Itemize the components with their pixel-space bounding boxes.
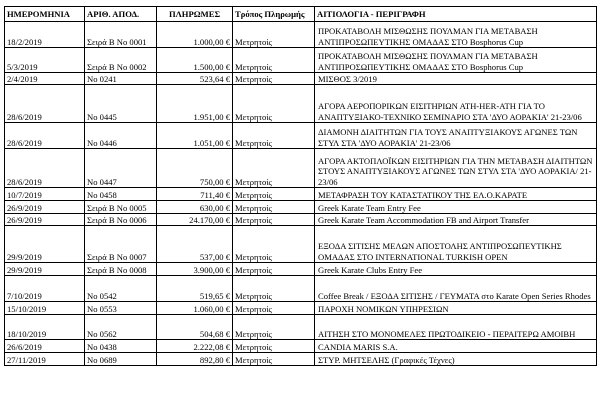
cell-date: 26/6/2019 [5, 340, 85, 353]
table-row [5, 302, 597, 315]
cell-doc-number: Νο 0447 [85, 149, 157, 188]
cell-description: Greek Karate Team Accommodation FB and Airport Transfer [315, 214, 597, 226]
cell-payment-method: Μετρητοίς [233, 73, 315, 85]
header-date: ΗΜΕΡΟΜΗΝΙΑ [5, 7, 85, 22]
cell-payment-method: Μετρητοίς [233, 188, 315, 201]
cell-payment-amount: 3.900,00 € [157, 263, 233, 276]
cell-date: 5/3/2019 [5, 48, 85, 73]
header-payment-method: Τρόπος Πληρωμής [233, 7, 315, 22]
cell-payment-amount: 711,40 € [157, 188, 233, 201]
table-row [5, 340, 597, 353]
cell-description: Greek Karate Team Entry Fee [315, 201, 597, 214]
cell-doc-number: Νο 0553 [85, 302, 157, 315]
cell-doc-number: Σειρά Β Νο 0007 [85, 226, 157, 263]
cell-doc-number: Σειρά Β Νο 0005 [85, 201, 157, 214]
cell-payment-amount: 537,00 € [157, 226, 233, 263]
cell-payment-amount: 1.500,00 € [157, 48, 233, 73]
cell-date: 28/6/2019 [5, 85, 85, 123]
cell-date: 15/10/2019 [5, 302, 85, 315]
cell-payment-method: Μετρητοίς [233, 22, 315, 48]
cell-payment-method: Μετρητοίς [233, 149, 315, 188]
table-row [5, 149, 597, 188]
header-payments: ΠΛΗΡΩΜΕΣ [157, 7, 233, 22]
cell-payment-amount: 2.222,08 € [157, 340, 233, 353]
cell-payment-method: Μετρητοίς [233, 276, 315, 302]
cell-description: ΑΓΟΡΑ ΑΚΤΟΠΛΟΪΚΩΝ ΕΙΣΙΤΗΡΙΩΝ ΓΙΑ ΤΗΝ ΜΕΤΑΒΑΣΗ ΔΙΑΙΤΗΤΩΝ ΣΤΟΥΣ ΑΝΑΠΤΥΞΙΑΚΟΥΣ ΑΓΩΝΕΣ ΤΩΝ ΣΤΥΛ ΣΤΑ 'ΔΥΟ ΑΟΡΑΚΙΑ/ 21-23/06 [315, 149, 597, 188]
cell-payment-method: Μετρητοίς [233, 226, 315, 263]
cell-description: ΜΕΤΑΦΡΑΣΗ ΤΟΥ ΚΑΤΑΣΤΑΤΙΚΟΥ ΤΗΣ ΕΛ.Ο.ΚΑΡΑΤΕ [315, 188, 597, 201]
cell-payment-method: Μετρητοίς [233, 214, 315, 226]
cell-date: 10/7/2019 [5, 188, 85, 201]
cell-doc-number: Νο 0438 [85, 340, 157, 353]
cell-payment-method: Μετρητοίς [233, 201, 315, 214]
cell-payment-amount: 1.060,00 € [157, 302, 233, 315]
cell-date: 28/6/2019 [5, 149, 85, 188]
cell-payment-amount: 519,65 € [157, 276, 233, 302]
cell-description: ΔΙΑΜΟΝΗ ΔΙΑΙΤΗΤΩΝ ΓΙΑ ΤΟΥΣ ΑΝΑΠΤΥΞΙΑΚΟΥΣ ΑΓΩΝΕΣ ΤΩΝ ΣΤΥΛ ΣΤΑ 'ΔΥΟ ΑΟΡΑΚΙΑ' 21-23/06 [315, 123, 597, 149]
table-row [5, 276, 597, 302]
cell-date: 26/9/2019 [5, 214, 85, 226]
cell-description: ΑΙΤΗΣΗ ΣΤΟ ΜΟΝΟΜΕΛΕΣ ΠΡΩΤΟΔΙΚΕΙΟ - ΠΕΡΑΙΤΕΡΩ ΑΜΟΙΒΗ [315, 315, 597, 340]
table-row [5, 73, 597, 85]
cell-doc-number: Νο 0689 [85, 353, 157, 366]
cell-description: ΜΙΣΘΟΣ 3/2019 [315, 73, 597, 85]
table-row [5, 22, 597, 48]
cell-payment-amount: 523,64 € [157, 73, 233, 85]
cell-description: ΑΓΟΡΑ ΑΕΡΟΠΟΡΙΚΩΝ ΕΙΣΙΤΗΡΙΩΝ ΑΤΗ-HER-ΑΤΗ ΓΙΑ ΤΟ ΑΝΑΠΤΥΞΙΑΚΟ-ΤΕΧΝΙΚΟ ΣΕΜΙΝΑΡΙΟ ΣΤΑ 'ΔΥΟ ΑΟΡΑΚΙΑ' 21-23/06 [315, 85, 597, 123]
cell-description: ΠΡΟΚΑΤΑΒΟΛΗ ΜΙΣΘΩΣΗΣ ΠΟΥΛΜΑΝ ΓΙΑ ΜΕΤΑΒΑΣΗ ΑΝΤΙΠΡΟΣΩΠΕΥΤΙΚΗΣ ΟΜΑΔΑΣ ΣΤΟ Bosphorus Cup [315, 48, 597, 73]
cell-payment-amount: 750,00 € [157, 149, 233, 188]
header-row [5, 7, 597, 22]
cell-date: 2/4/2019 [5, 73, 85, 85]
cell-doc-number: Νο 0241 [85, 73, 157, 85]
cell-doc-number: Σειρά Β Νο 0001 [85, 22, 157, 48]
cell-description: ΕΞΟΔΑ ΣΙΤΙΣΗΣ ΜΕΛΩΝ ΑΠΟΣΤΟΛΗΣ ΑΝΤΙΠΡΟΣΩΠΕΥΤΙΚΗΣ ΟΜΑΔΑΣ ΣΤΟ INTERNATIONAL TURKISH OPEN [315, 226, 597, 263]
header-description: ΑΙΤΙΟΛΟΓΙΑ - ΠΕΡΙΓΡΑΦΗ [315, 7, 597, 22]
cell-doc-number: Νο 0446 [85, 123, 157, 149]
cell-doc-number: Νο 0562 [85, 315, 157, 340]
table-row [5, 315, 597, 340]
cell-date: 26/9/2019 [5, 201, 85, 214]
cell-date: 28/6/2019 [5, 123, 85, 149]
cell-payment-method: Μετρητοίς [233, 302, 315, 315]
cell-doc-number: Νο 0542 [85, 276, 157, 302]
cell-date: 18/10/2019 [5, 315, 85, 340]
cell-payment-method: Μετρητοίς [233, 123, 315, 149]
cell-description: ΠΑΡΟΧΗ ΝΟΜΙΚΩΝ ΥΠΗΡΕΣΙΩΝ [315, 302, 597, 315]
header-doc-number: ΑΡΙΘ. ΑΠΟΔ. [85, 7, 157, 22]
table-row [5, 48, 597, 73]
cell-date: 29/9/2019 [5, 263, 85, 276]
table-row [5, 263, 597, 276]
cell-date: 7/10/2019 [5, 276, 85, 302]
cell-payment-amount: 1.000,00 € [157, 22, 233, 48]
table-row [5, 188, 597, 201]
cell-date: 29/9/2019 [5, 226, 85, 263]
cell-payment-amount: 892,80 € [157, 353, 233, 366]
table-row [5, 353, 597, 366]
cell-date: 27/11/2019 [5, 353, 85, 366]
cell-payment-method: Μετρητοίς [233, 48, 315, 73]
table-row [5, 214, 597, 226]
cell-doc-number: Σειρά Β Νο 0002 [85, 48, 157, 73]
cell-doc-number: Σειρά Β Νο 0006 [85, 214, 157, 226]
cell-payment-method: Μετρητοίς [233, 353, 315, 366]
cell-doc-number: Σειρά Β Νο 0008 [85, 263, 157, 276]
cell-payment-method: Μετρητοίς [233, 85, 315, 123]
cell-payment-amount: 504,68 € [157, 315, 233, 340]
cell-payment-method: Μετρητοίς [233, 263, 315, 276]
cell-payment-method: Μετρητοίς [233, 315, 315, 340]
cell-date: 18/2/2019 [5, 22, 85, 48]
cell-payment-amount: 630,00 € [157, 201, 233, 214]
cell-doc-number: Νο 0445 [85, 85, 157, 123]
cell-description: ΠΡΟΚΑΤΑΒΟΛΗ ΜΙΣΘΩΣΗΣ ΠΟΥΛΜΑΝ ΓΙΑ ΜΕΤΑΒΑΣΗ ΑΝΤΙΠΡΟΣΩΠΕΥΤΙΚΗΣ ΟΜΑΔΑΣ ΣΤΟ Bosphorus Cup [315, 22, 597, 48]
table-row [5, 201, 597, 214]
table-row [5, 123, 597, 149]
cell-payment-method: Μετρητοίς [233, 340, 315, 353]
table-row [5, 85, 597, 123]
cell-payment-amount: 1.051,00 € [157, 123, 233, 149]
cell-description: Coffee Break / ΕΞΟΔΑ ΣΙΤΙΣΗΣ / ΓΕΥΜΑΤΑ στο Karate Open Series Rhodes [315, 276, 597, 302]
cell-payment-amount: 1.951,00 € [157, 85, 233, 123]
table-row [5, 226, 597, 263]
payments-table [4, 6, 597, 366]
cell-description: CANDIA MARIS S.A. [315, 340, 597, 353]
cell-payment-amount: 24.170,00 € [157, 214, 233, 226]
cell-doc-number: Νο 0458 [85, 188, 157, 201]
cell-description: ΣΤΥΡ. ΜΗΤΣΕΛΗΣ (Γραφικές Τέχνες) [315, 353, 597, 366]
cell-description: Greek Karate Clubs Entry Fee [315, 263, 597, 276]
